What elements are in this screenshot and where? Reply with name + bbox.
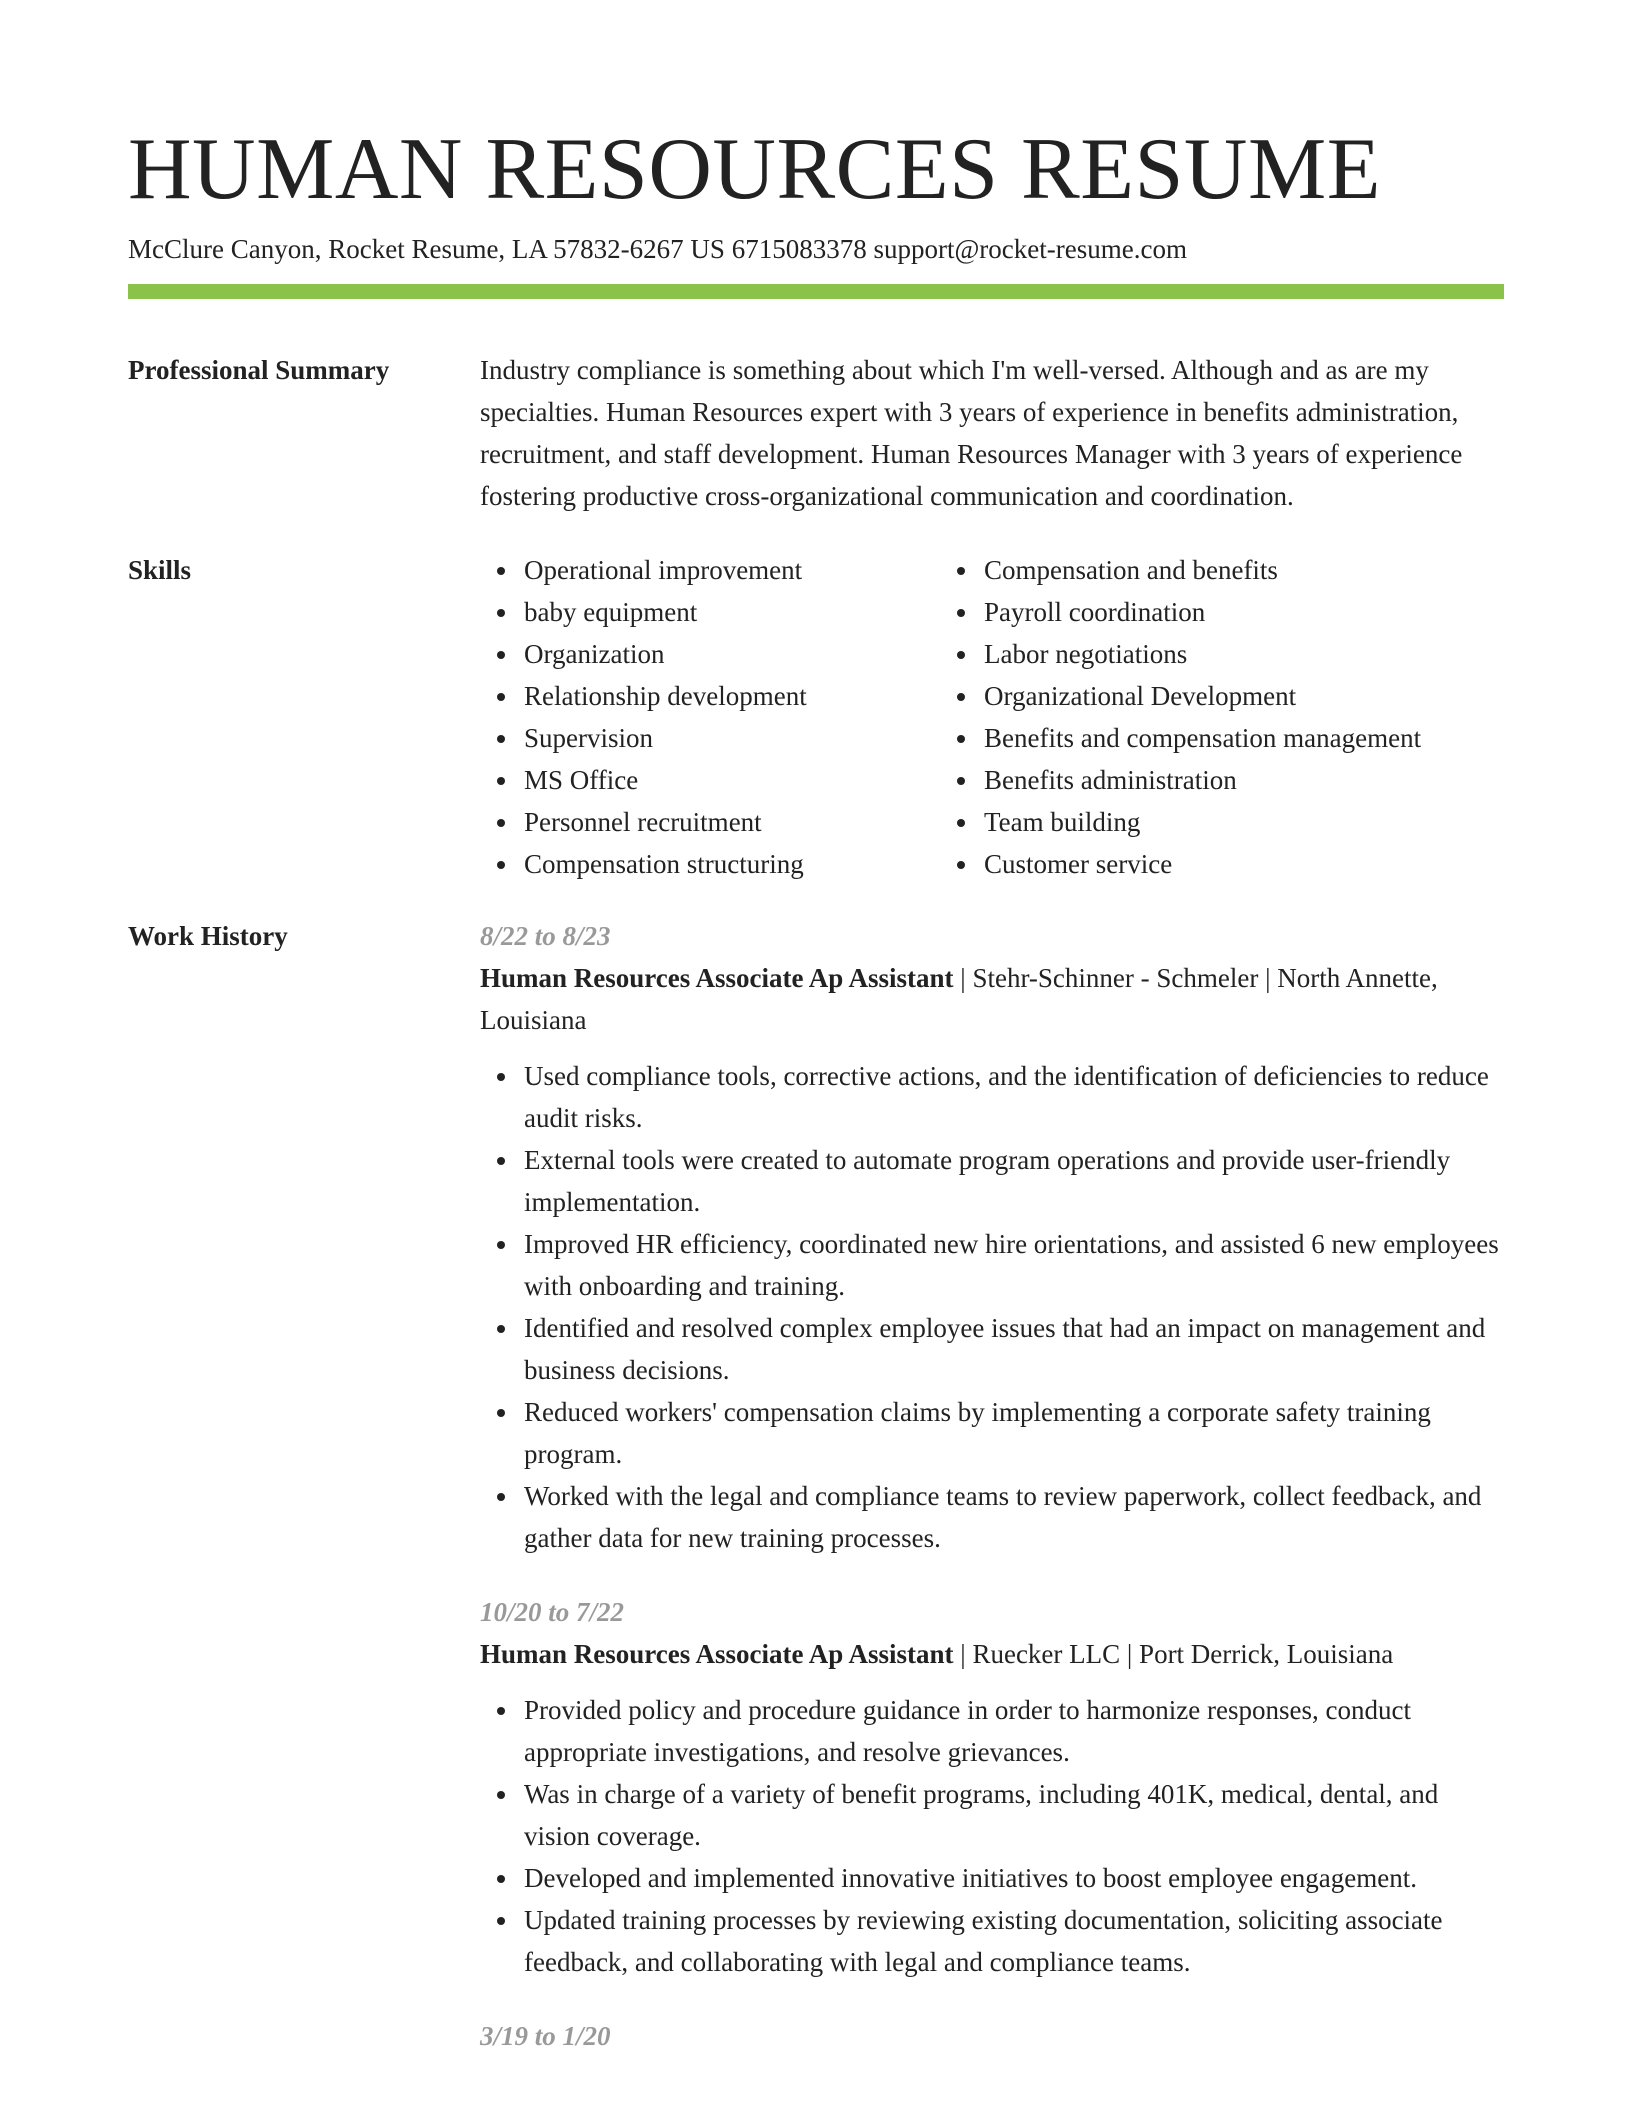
skill-item: Benefits administration: [984, 759, 1421, 801]
professional-summary-section: [128, 349, 1504, 517]
skills-columns: [480, 549, 1504, 885]
responsibility-item: Worked with the legal and compliance teams to review paperwork, collect feedback, and gather data for new training processes.: [524, 1475, 1504, 1559]
skill-item: Compensation and benefits: [984, 549, 1421, 591]
section-title-work: Work History: [128, 921, 288, 951]
job-date: 10/20 to 7/22: [480, 1597, 625, 1627]
job-heading: [480, 1633, 1504, 1675]
responsibility-item: Developed and implemented innovative initiatives to boost employee engagement.: [524, 1857, 1504, 1899]
skill-item: baby equipment: [524, 591, 940, 633]
summary-text: Industry compliance is something about which I'm well-versed. Although and as are my specialties. Human Resources expert with 3 years of experience in benefits administration, recruitment, and staff development. Human Resources Manager with 3 years of experience fostering productive cross-organizational communication and coordination.: [480, 355, 1463, 511]
job-entry: [480, 1591, 1504, 1983]
summary-body: [480, 349, 1504, 517]
job-entry: [480, 2015, 1504, 2057]
responsibility-item: Improved HR efficiency, coordinated new hire orientations, and assisted 6 new employees with onboarding and training.: [524, 1223, 1504, 1307]
skills-column-2: [940, 549, 1421, 885]
job-title: Human Resources Associate Ap Assistant: [480, 963, 954, 993]
skill-item: Organization: [524, 633, 940, 675]
skill-item: Supervision: [524, 717, 940, 759]
skill-item: Organizational Development: [984, 675, 1421, 717]
skill-item: Payroll coordination: [984, 591, 1421, 633]
responsibility-item: External tools were created to automate program operations and provide user-friendly implementation.: [524, 1139, 1504, 1223]
responsibility-item: Was in charge of a variety of benefit programs, including 401K, medical, dental, and vision coverage.: [524, 1773, 1504, 1857]
job-date: 3/19 to 1/20: [480, 2021, 611, 2051]
section-title-skills: Skills: [128, 555, 192, 585]
responsibility-item: Used compliance tools, corrective actions, and the identification of deficiencies to reduce audit risks.: [524, 1055, 1504, 1139]
skill-item: Team building: [984, 801, 1421, 843]
job-employer-location: | Stehr-Schinner - Schmeler | North Annette, Louisiana: [480, 963, 1438, 1035]
job-entry: [480, 915, 1504, 1559]
responsibility-item: Updated training processes by reviewing existing documentation, soliciting associate feedback, and collaborating with legal and compliance teams.: [524, 1899, 1504, 1983]
skill-item: Benefits and compensation management: [984, 717, 1421, 759]
section-title-summary: Professional Summary: [128, 355, 390, 385]
skill-item: MS Office: [524, 759, 940, 801]
skill-item: Operational improvement: [524, 549, 940, 591]
header-divider: [128, 284, 1504, 299]
skill-item: Relationship development: [524, 675, 940, 717]
job-date: 8/22 to 8/23: [480, 921, 611, 951]
job-employer-location: | Ruecker LLC | Port Derrick, Louisiana: [953, 1639, 1394, 1669]
skills-body: [480, 549, 1504, 885]
skill-item: Labor negotiations: [984, 633, 1421, 675]
skills-column-1: [480, 549, 940, 885]
responsibility-item: Reduced workers' compensation claims by implementing a corporate safety training program.: [524, 1391, 1504, 1475]
contact-info: McClure Canyon, Rocket Resume, LA 57832-6267 US 6715083378 support@rocket-resume.com: [128, 234, 1187, 264]
job-title: Human Resources Associate Ap Assistant: [480, 1639, 954, 1669]
responsibility-item: Provided policy and procedure guidance in order to harmonize responses, conduct appropriate investigations, and resolve grievances.: [524, 1689, 1504, 1773]
work-history-section: [128, 915, 1504, 2089]
skill-item: Compensation structuring: [524, 843, 940, 885]
resume-page: [128, 0, 1504, 2089]
job-responsibilities: [480, 1689, 1504, 1983]
job-heading: [480, 957, 1504, 1041]
responsibility-item: Identified and resolved complex employee issues that had an impact on management and business decisions.: [524, 1307, 1504, 1391]
skill-item: Personnel recruitment: [524, 801, 940, 843]
work-body: [480, 915, 1504, 2089]
skills-section: [128, 549, 1504, 885]
job-responsibilities: [480, 1055, 1504, 1559]
resume-name: HUMAN RESOURCES RESUME: [128, 121, 1381, 218]
skill-item: Customer service: [984, 843, 1421, 885]
